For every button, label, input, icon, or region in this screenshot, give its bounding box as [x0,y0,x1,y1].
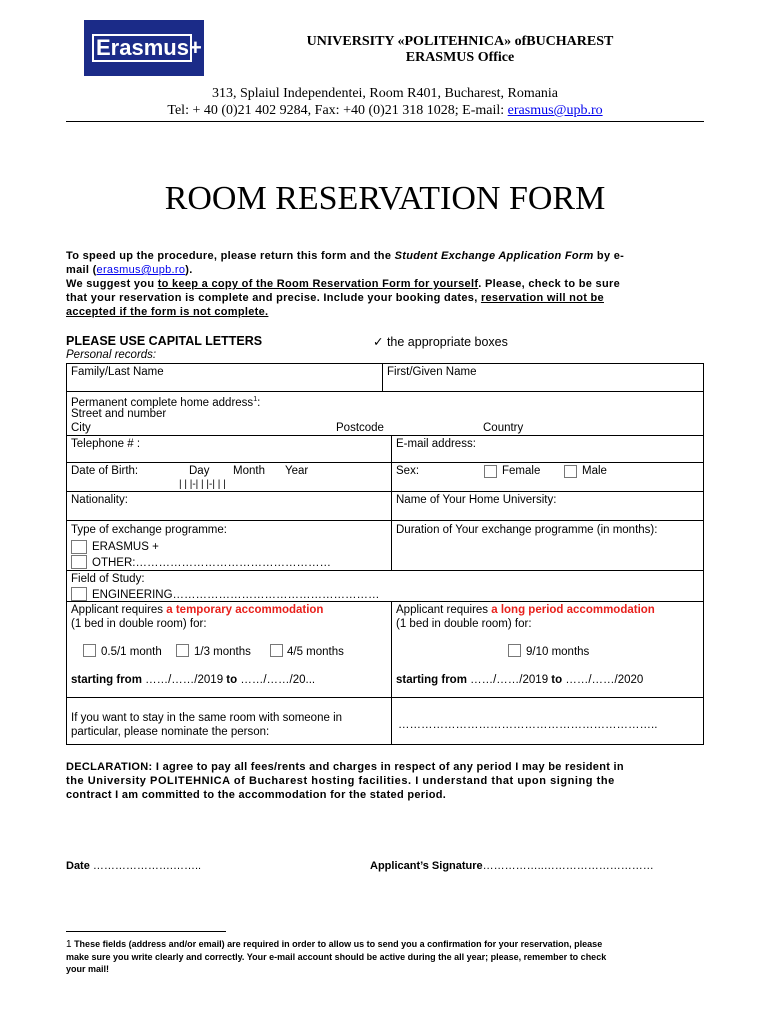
home-university-field[interactable]: Name of Your Home University: [391,491,704,521]
footnote-divider [66,931,226,932]
female-label: Female [502,465,541,477]
same-room-line1: If you want to stay in the same room with someone in [71,712,343,724]
erasmus-logo [84,20,204,76]
office-address: 313, Splaiul Independentei, Room R401, Bucharest, Romania [211,86,559,101]
date-field[interactable]: Date ………………….…….. [66,860,202,872]
street-label: Street and number [71,408,167,420]
signature-field[interactable]: Applicant’s Signature……………..………………………… [370,860,654,872]
intro-email-link[interactable]: erasmus@upb.ro [96,264,186,276]
erasmus-label: ERASMUS + [92,541,159,553]
address-label: Permanent complete home address$^1$: [71,396,261,409]
long-bed-label: (1 bed in double room) for: [396,618,532,630]
personal-records-label: Personal records: [66,349,157,361]
check-boxes-note: ✓ the appropriate boxes [373,335,508,349]
nationality-field[interactable]: Nationality: [66,491,392,521]
other-label[interactable]: OTHER:…………………………………………… [92,557,331,569]
exchange-type-field [66,520,392,571]
temporary-heading: Applicant requires a temporary accommodation [71,604,324,616]
five-months-label: 4/5 months [287,646,344,658]
footnote: 1 These fields (address and/or email) are required in order to allow us to send you a confirmation for your reservation, please make sure you write clearly and correctly. Your e-mail account should be active during the all year; please, remember to check your mail! [66,939,607,974]
temporary-bed-label: (1 bed in double room) for: [71,618,207,630]
declaration: DECLARATION: I agree to pay all fees/rents and charges in respect of any period I may be resident in the University POLITEHNICA of Bucharest hosting facilities. I understand that upon signing the contract I am committed to the accommodation for the stated period. [66,761,624,801]
year-label: Year [285,465,309,477]
country-label: Country [483,422,524,434]
long-accommodation [391,601,704,698]
five-months-checkbox[interactable] [270,644,283,657]
temporary-accommodation [66,601,392,698]
address-field[interactable] [66,391,704,436]
other-checkbox[interactable] [71,555,87,569]
telephone-field[interactable]: Telephone # : [66,435,392,463]
sex-label: Sex: [396,465,420,477]
family-name-field[interactable]: Family/Last Name [66,363,383,392]
dob-field[interactable] [66,462,392,492]
engineering-checkbox[interactable] [71,587,87,601]
email-field[interactable]: E-mail address: [391,435,704,463]
ten-months-label: 9/10 months [526,646,590,658]
logo-text: Erasmus+ [96,35,202,60]
month-label: Month [233,465,265,477]
intro-paragraph: To speed up the procedure, please return this form and the Student Exchange Application Form by e- mail (erasmus@upb.ro). We suggest you to keep a copy of the Room Reservation Form for yourself. Please, check to be sure that your reservation is complete and precise. Include your booking dates, reservation will not be accepted if the form is not complete. [66,250,625,318]
sex-field [391,462,704,492]
first-name-field[interactable]: First/Given Name [382,363,704,392]
temporary-dates[interactable]: starting from ……/……/2019 to ……/……/20... [71,674,316,686]
field-of-study-label: Field of Study: [71,573,145,585]
city-label: City [71,422,91,434]
university-name: UNIVERSITY «POLITEHNICA» ofBUCHAREST [306,34,614,49]
email-link[interactable]: erasmus@upb.ro [507,103,603,118]
duration-field[interactable]: Duration of Your exchange programme (in months): [391,520,704,571]
capital-letters-note: PLEASE USE CAPITAL LETTERS [66,334,263,348]
same-room-person-field[interactable]: ………………………………………………………….. [391,697,704,745]
ten-months-checkbox[interactable] [508,644,521,657]
field-of-study [66,570,704,602]
page-title: ROOM RESERVATION FORM [164,180,606,217]
same-room-request [66,697,392,745]
office-contact [66,103,704,119]
half-month-label: 0.5/1 month [101,646,162,658]
day-label: Day [189,465,210,477]
office-name: ERASMUS Office [405,50,515,65]
long-dates[interactable]: starting from ……/……/2019 to ……/……/2020 [396,674,644,686]
half-month-checkbox[interactable] [83,644,96,657]
same-room-line2: particular, please nominate the person: [71,726,270,738]
engineering-label: ENGINEERING……………………………………………… [92,589,380,601]
long-heading: Applicant requires a long period accommodation [396,604,655,616]
header-divider [66,121,704,122]
exchange-type-label: Type of exchange programme: [71,524,227,536]
dob-label: Date of Birth: [71,465,139,477]
erasmus-checkbox[interactable] [71,540,87,554]
contact-text: Tel: + 40 (0)21 402 9284, Fax: +40 (0)21 318 1028; E-mail: [167,103,508,118]
dob-boxes: | | |-| | |-| | | [179,479,226,490]
male-label: Male [582,465,607,477]
female-checkbox[interactable] [484,465,497,478]
three-months-checkbox[interactable] [176,644,189,657]
postcode-label: Postcode [336,422,384,434]
male-checkbox[interactable] [564,465,577,478]
three-months-label: 1/3 months [194,646,251,658]
